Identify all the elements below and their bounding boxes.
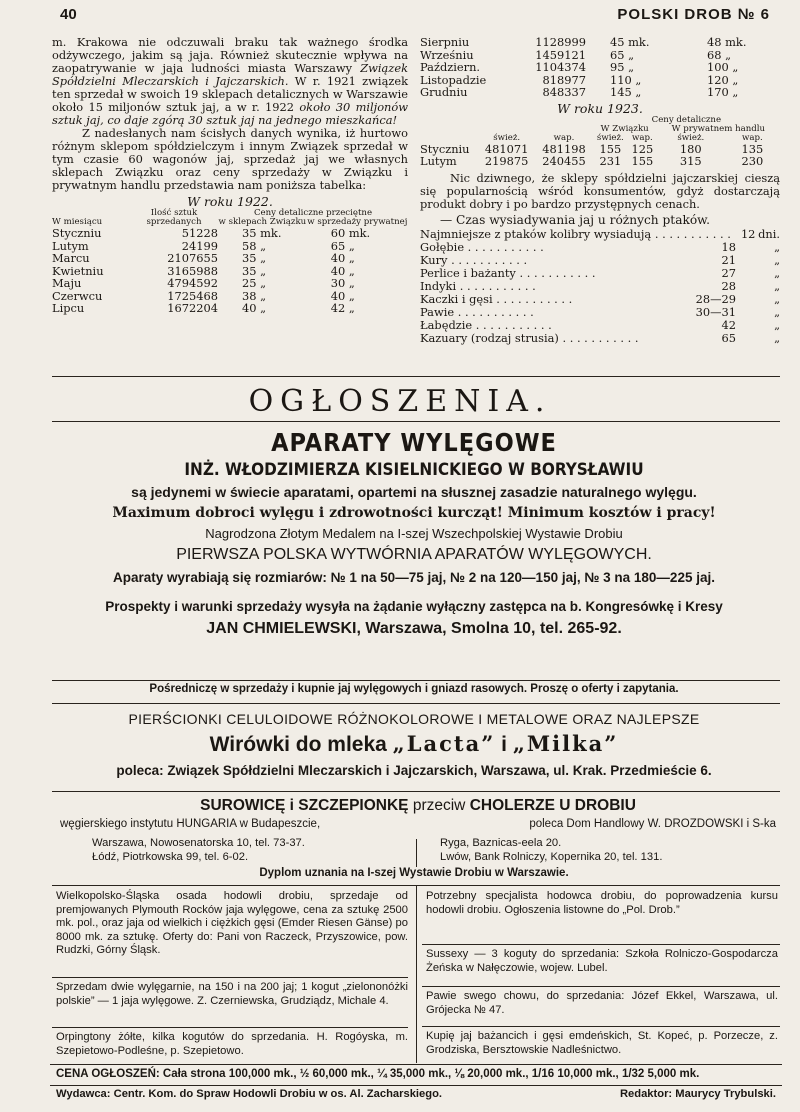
table-row: [52, 252, 408, 265]
private-price-cell: 40 „: [330, 288, 355, 303]
value-cell: 125: [631, 141, 654, 156]
quantity-cell: 2107655: [167, 251, 218, 265]
quantity-cell: 4794592: [167, 276, 218, 290]
days-unit: „: [774, 265, 780, 280]
ad-price-list: CENA OGŁOSZEŃ: Cała strona 100,000 mk., ½ 60,000 mk., ¼ 35,000 mk., ⅛ 20,000 mk., 1/16 10,000 mk., 1/32 5,000 mk.: [56, 1068, 700, 1080]
publisher: Wydawca: Centr. Kom. do Spraw Hodowli Drobiu w os. Al. Zacharskiego.: [56, 1088, 443, 1100]
union-price-cell: 95 „: [610, 60, 635, 74]
page-number: 40: [60, 6, 77, 23]
private-price-cell: 68 „: [707, 47, 732, 62]
union-price-cell: 40 „: [242, 301, 267, 315]
days-unit: „: [774, 278, 780, 293]
days-unit: „: [774, 239, 780, 254]
divider: [422, 944, 780, 945]
list-item: [420, 228, 780, 241]
private-price-cell: 42 „: [330, 301, 355, 315]
quantity-cell: 3165988: [167, 263, 218, 278]
bird-label: Pawie . . . . . . . . . . .: [420, 304, 534, 319]
list-item: [420, 306, 780, 319]
bird-label: Kury . . . . . . . . . . .: [420, 252, 528, 267]
days-value: 18: [721, 239, 736, 254]
list-item: [420, 332, 780, 345]
bird-label: Kaczki i gęsi . . . . . . . . . . .: [420, 291, 573, 306]
month-cell: Lutym: [52, 238, 89, 253]
right-column: [420, 36, 780, 345]
bird-label: Indyki . . . . . . . . . . .: [420, 278, 536, 293]
value-cell: 481071: [484, 141, 529, 156]
small-ad-left-3: Orpingtony żółte, kilka kogutów do sprzedania. H. Rogóyska, m. Szepietowo-Podleśne, p. Szepietowo.: [56, 1031, 408, 1057]
value-cell: 230: [741, 154, 764, 168]
left-column: [52, 36, 408, 315]
value-cell: 481198: [542, 141, 586, 156]
ad-incubators-title: APARATY WYLĘGOWE: [271, 428, 557, 457]
bird-label: Perlice i bażanty . . . . . . . . . . .: [420, 265, 596, 280]
divider: [416, 839, 417, 867]
union-price-cell: 45 mk.: [610, 35, 650, 49]
divider: [52, 977, 408, 978]
divider: [52, 1027, 408, 1028]
month-cell: Wrześniu: [420, 47, 474, 62]
quantity-cell: 24199: [181, 238, 218, 253]
union-price-cell: 65 „: [610, 47, 635, 62]
quantity-cell: 1672204: [167, 301, 218, 315]
quantity-cell: 1725468: [167, 288, 218, 303]
month-cell: Listopadzie: [420, 72, 487, 87]
small-ad-left-1: Wielkopolsko-Śląska osada hodowli drobiu, sprzedaje od premjowanych Plymouth Rocków jaja wylęgowe, cena za sztukę 2500 mk. pol., oraz jaja od wielkich i ciężkich gęsi (Emder Riesen Gänse) po 8000 mk. za sztukę. Oferty do: Pani von Raczeck, Przyszowice, pow. Rudzki, Górny Śląsk.: [56, 890, 408, 956]
table-row: [52, 277, 408, 290]
ad-serum-address-left: Warszawa, Nowosenatorska 10, tel. 73-37. Łódź, Piotrkowska 99, tel. 6-02.: [92, 837, 305, 863]
small-ad-right-1: Potrzebny specjalista hodowca drobiu, do poprowadzenia kursu hodowli drobiu. Ogłoszenia listowne do „Pol. Drob.”: [426, 890, 778, 916]
days-value: 28—29: [695, 291, 736, 306]
small-ad-right-4: Kupię jaj bażancich i gęsi emdeńskich, St. Kopeć, p. Porzecze, z. Grodziska, Bersztowskie Nadleśnictwo.: [426, 1030, 778, 1056]
days-unit: „: [774, 291, 780, 306]
union-price-cell: 58 „: [242, 238, 267, 253]
list-item: [420, 293, 780, 306]
month-cell: Styczniu: [420, 141, 470, 156]
table-row: [52, 302, 408, 315]
value-cell: 155: [631, 154, 654, 168]
table-row: [420, 36, 780, 49]
divider: [52, 703, 780, 704]
days-value: 21: [721, 252, 736, 267]
days-unit: „: [774, 304, 780, 319]
union-price-cell: 145 „: [610, 85, 642, 99]
ad-rings-centrifuges: PIERŚCIONKI CELULOIDOWE RÓŻNOKOLOROWE I METALOWE ORAZ NAJLEPSZE Wirówki do mleka „Lacta” i „Milka” poleca: Związek Spółdzielni Mleczarskich i Jajczarskich, Warszawa, ul. Krak. Przedmieście 6.: [116, 711, 712, 778]
private-price-cell: 170 „: [707, 85, 739, 99]
month-cell: Październ.: [420, 60, 481, 74]
editor: Redaktor: Maurycy Trybulski.: [619, 1088, 776, 1100]
month-cell: Czerwcu: [52, 288, 103, 303]
magazine-title: POLSKI DROB № 6: [617, 6, 770, 23]
value-cell: 135: [741, 141, 764, 156]
bird-label: Najmniejsze z ptaków kolibry wysiadują . . . . . . . . . . .: [420, 226, 731, 241]
private-price-cell: 40 „: [330, 263, 355, 278]
days-unit: dni.: [758, 226, 780, 241]
divider: [416, 885, 417, 1063]
month-cell: Sierpniu: [420, 35, 470, 49]
private-price-cell: 30 „: [330, 276, 355, 290]
value-cell: 219875: [484, 154, 529, 168]
quantity-cell: 818977: [542, 72, 586, 87]
sales-table-1922-cont: [420, 36, 780, 99]
list-item: [420, 319, 780, 332]
quantity-cell: 1104374: [535, 60, 586, 74]
value-cell: 180: [679, 141, 702, 156]
year-1923-title: W roku 1923.: [557, 100, 643, 116]
days-value: 65: [721, 330, 736, 345]
private-price-cell: 48 mk.: [707, 35, 747, 49]
quantity-cell: 1128999: [535, 35, 586, 49]
union-price-cell: 110 „: [610, 72, 642, 87]
divider: [52, 421, 780, 422]
incubation-list: [420, 228, 780, 345]
value-cell: 155: [599, 141, 622, 156]
ad-incubators: APARATY WYLĘGOWE INŻ. WŁODZIMIERZA KISIELNICKIEGO W BORYSŁAWIU są jedynemi w świecie aparatami, opartemi na słusznej zasadzie naturalnego wylęgu. Maximum dobroci wylęgu i zdrowotności kurcząt! Minimum kosztów i pracy! Nagrodzona Złotym Medalem na I-szej Wszechpolskiej Wystawie Drobiu PIERWSZA POLSKA WYTWÓRNIA APARATÓW WYLĘGOWYCH. Aparaty wyrabiają się rozmiarów: № 1 na 50—75 jaj, № 2 na 120—150 jaj, № 3 na 180—225 jaj. Prospekty i warunki sprzedaży wysyła na żądanie wyłączny zastępca na b. Kongresówkę i Kresy JAN CHMIELEWSKI, Warszawa, Smolna 10, tel. 265-92.: [48, 428, 780, 640]
union-price-cell: 35 mk.: [242, 226, 282, 240]
page-header: [60, 6, 770, 28]
union-price-cell: 25 „: [242, 276, 267, 290]
ads-heading: OGŁOSZENIA.: [248, 384, 552, 419]
month-cell: Kwietniu: [52, 263, 104, 278]
ad-serum-address-right: Ryga, Baznicas-eela 20. Lwów, Bank Rolniczy, Kopernika 20, tel. 131.: [440, 837, 663, 863]
value-cell: 231: [599, 154, 622, 168]
divider: [50, 1064, 782, 1065]
list-item: [420, 241, 780, 254]
divider: [422, 986, 780, 987]
divider: [52, 791, 780, 792]
union-price-cell: 35 „: [242, 251, 267, 265]
bird-label: Gołębie . . . . . . . . . . .: [420, 239, 544, 254]
divider: [52, 680, 780, 681]
article-paragraph-2: Z nadesłanych nam ścisłych danych wynika, iż hurtowo różnym sklepom spółdzielczym i innym Związek sprzedał w tym czasie 60 wagonów jaj, sprzedaż jaj we własnych sklepach Związku oraz ceny sprzedaży w Związku i prywatnym handlu przedstawia nam poniższa tabelka:: [52, 126, 408, 192]
quantity-cell: 1459121: [535, 47, 586, 62]
days-value: 30—31: [695, 304, 736, 319]
days-unit: „: [774, 317, 780, 332]
private-price-cell: 100 „: [707, 60, 739, 74]
month-cell: Styczniu: [52, 226, 102, 240]
table-row: [52, 227, 408, 240]
table-row: [420, 61, 780, 74]
ad-brokerage: Pośredniczę w sprzedaży i kupnie jaj wylęgowych i gniazd rasowych. Proszę o oferty i zapytania.: [149, 683, 679, 695]
days-value: 28: [721, 278, 736, 293]
small-ad-right-3: Pawie swego chowu, do sprzedania: Józef Ekkel, Warszawa, ul. Grójecka № 47.: [426, 990, 778, 1016]
days-unit: „: [774, 252, 780, 267]
private-price-cell: 60 mk.: [330, 226, 371, 240]
value-cell: 240455: [542, 154, 586, 168]
small-ad-right-2: Sussexy — 3 koguty do sprzedania: Szkoła Rolniczo-Gospodarcza Żeńska w Nałęczowie, wojew. Lubel.: [426, 948, 778, 974]
table-row: [420, 86, 780, 99]
ad-serum: SUROWICĘ i SZCZEPIONKĘ przeciw CHOLERZE U DROBIU węgierskiego instytutu HUNGARIA w Budapeszcie, poleca Dom Handlowy W. DROZDOWSKI i S-ka: [60, 797, 776, 830]
small-ad-left-2: Sprzedam dwie wylęgarnie, na 150 i na 200 jaj; 1 kogut „zielononóżki polskie” — 1 jaja wylęgowe. Z. Czerniewska, Grudziądz, Michale 4.: [56, 981, 408, 1007]
article-paragraph-1: m. Krakowa nie odczuwali braku tak ważnego środka odżywczego, jakim są jaja. Również skutecznie wpływa na zaopatrywanie w jaja ludności miasta Warszawy Związek Spółdzielni Mleczarskich i Jajczarskich. W r. 1921 związek ten sprzedał w swoich 19 sklepach detalicznych w Warszawie około 15 miljonów sztuk jaj, a w r. 1922 około 30 miljonów sztuk jaj, co daje zgórą 30 sztuk jaj na jednego mieszkańca!: [52, 35, 409, 127]
value-cell: 315: [679, 154, 702, 168]
incubation-title: — Czas wysiadywania jaj u różnych ptaków.: [440, 212, 711, 227]
private-price-cell: 40 „: [330, 251, 355, 265]
days-unit: „: [774, 330, 780, 345]
union-price-cell: 35 „: [242, 263, 267, 278]
union-price-cell: 38 „: [242, 288, 267, 303]
bird-label: Łabędzie . . . . . . . . . . .: [420, 317, 552, 332]
divider: [422, 1026, 780, 1027]
list-item: [420, 267, 780, 280]
table-row: [420, 155, 780, 168]
month-cell: Lipcu: [52, 301, 85, 315]
year-1922-title: W roku 1922.: [187, 194, 273, 209]
month-cell: Maju: [52, 276, 82, 290]
days-value: 12: [740, 226, 756, 241]
quantity-cell: 848337: [542, 85, 586, 99]
private-price-cell: 120 „: [707, 72, 739, 87]
article-paragraph-3: Nic dziwnego, że sklepy spółdzielni jajczarskiej cieszą się popularnością wśród konsumentów, gdyż dostarczają produkt dobry i po bardzo przystępnych cenach.: [420, 170, 780, 211]
ad-serum-diploma: Dyplom uznania na I-szej Wystawie Drobiu w Warszawie.: [259, 867, 569, 879]
divider: [52, 376, 780, 377]
list-item: [420, 280, 780, 293]
divider: [50, 1085, 782, 1086]
quantity-cell: 51228: [181, 226, 218, 240]
month-cell: Lutym: [420, 154, 457, 168]
publisher-line: [56, 1088, 776, 1102]
private-price-cell: 65 „: [330, 238, 355, 253]
sales-table-1923: Ceny detaliczne W Związku W prywatnem handlu śwież. wap. śwież. wap. śwież. wap. Styczniu 481071 481198 155 125 180 135 Lutym 219875 240455 231 155 315 230: [420, 116, 780, 168]
days-value: 42: [721, 317, 736, 332]
month-cell: Grudniu: [420, 85, 468, 99]
sales-table-1922: W miesiącu Ilość sztuk sprzedanych Ceny detaliczne przeciętne w sklepach Związku w sprzedaży prywatnej Styczniu 51228 35 mk. 60 mk. Lutym 24199 58 „ 65 „ Marcu 2107655 35 „ 40 „ Kwietniu 3165988 35 „ 40 „ Maju 4794592 25 „ 30 „ Czerwcu 1725468 38 „ 40 „ Lipcu 1672204 40 „ 42 „: [52, 208, 408, 315]
bird-label: Kazuary (rodzaj strusia) . . . . . . . . . . .: [420, 330, 639, 345]
days-value: 27: [721, 265, 736, 280]
month-cell: Marcu: [52, 251, 90, 265]
list-item: [420, 254, 780, 267]
